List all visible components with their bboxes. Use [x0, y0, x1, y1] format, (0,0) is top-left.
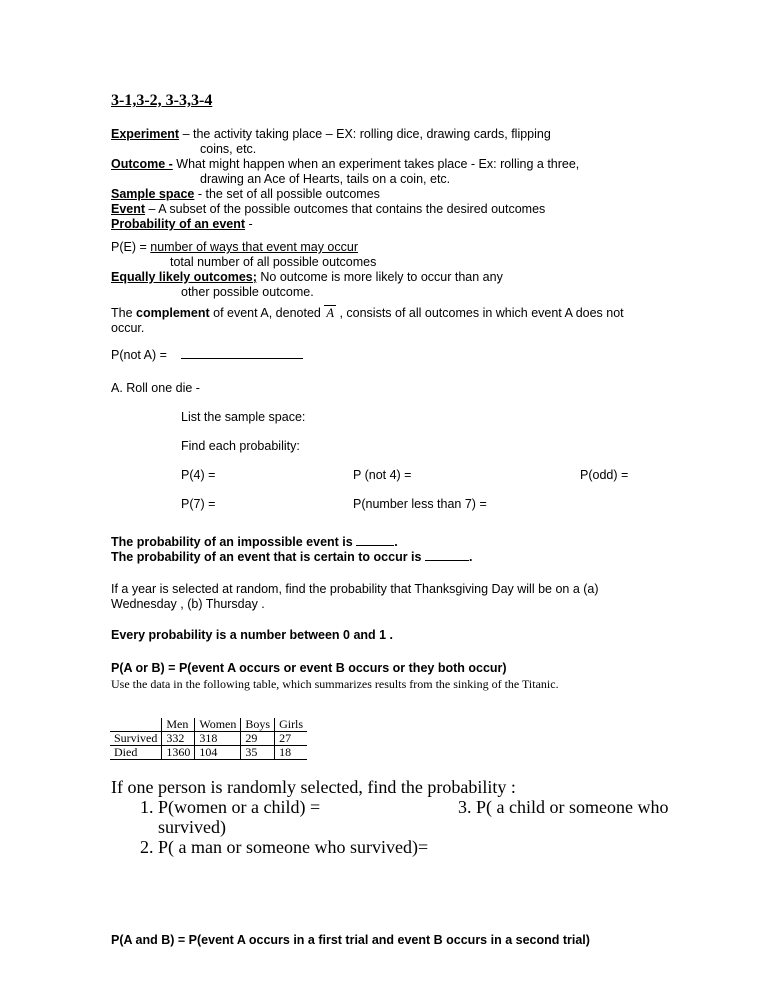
def-experiment-text: – the activity taking place – EX: rolling dice, drawing cards, flipping	[179, 127, 551, 141]
complement-mid: of event A, denoted	[209, 306, 325, 320]
question-1: 1. P(women or a child) =	[140, 797, 321, 817]
def-complement	[111, 306, 624, 321]
p-a-and-b-title: P(A and B) = P(event A occurs in a first trial and event B occurs in a second trial)	[111, 933, 590, 947]
section-a-title: A. Roll one die -	[111, 381, 200, 395]
complement-symbol: A	[326, 306, 334, 320]
term-outcome: Outcome -	[111, 157, 173, 171]
pnota-line	[111, 348, 303, 363]
def-sample-space	[111, 187, 380, 202]
def-probability	[111, 217, 253, 232]
question-2: 2. P( a man or someone who survived)=	[140, 837, 429, 857]
table-header-cell	[110, 718, 162, 732]
table-cell: 318	[195, 732, 241, 746]
pnota-blank	[181, 358, 303, 359]
def-event	[111, 202, 545, 217]
page-title: 3-1,3-2, 3-3,3-4	[111, 92, 213, 109]
formula-prefix: P(E) =	[111, 240, 151, 254]
thanksgiving-line2: Wednesday , (b) Thursday .	[111, 597, 265, 611]
def-equally-likely	[111, 270, 503, 285]
every-probability: Every probability is a number between 0 and 1 .	[111, 628, 394, 642]
table-cell: Survived	[110, 732, 162, 746]
titanic-note: Use the data in the following table, which summarizes results from the sinking of the Titanic.	[111, 677, 559, 691]
p-odd: P(odd) =	[580, 468, 629, 482]
p-seven: P(7) =	[181, 497, 216, 511]
def-event-text: – A subset of the possible outcomes that contains the desired outcomes	[145, 202, 546, 216]
table-header-cell: Girls	[275, 718, 308, 732]
pnota-label: P(not A) =	[111, 348, 167, 362]
titanic-table	[110, 718, 307, 760]
certain-text: The probability of an event that is certain to occur is	[111, 550, 425, 564]
list-sample-space: List the sample space:	[181, 410, 306, 424]
formula-denominator: total number of all possible outcomes	[170, 255, 377, 269]
table-header-cell: Men	[162, 718, 195, 732]
def-sample-text: - the set of all possible outcomes	[194, 187, 380, 201]
def-outcome	[111, 157, 579, 172]
impossible-blank	[356, 545, 394, 546]
complement-pre: The	[111, 306, 137, 320]
p-four: P(4) =	[181, 468, 216, 482]
table-row	[110, 746, 307, 760]
table-cell: 104	[195, 746, 241, 760]
table-row	[110, 732, 307, 746]
term-sample-space: Sample space	[111, 187, 195, 201]
certain-event-line: The probability of an event that is certain to occur is .	[111, 550, 473, 564]
table-cell: 18	[275, 746, 308, 760]
table-cell: 35	[241, 746, 275, 760]
thanksgiving-line1: If a year is selected at random, find the probability that Thanksgiving Day will be on a (a)	[111, 582, 599, 596]
def-experiment	[111, 127, 551, 142]
def-outcome-cont: drawing an Ace of Hearts, tails on a coin, etc.	[200, 172, 451, 186]
questions-intro: If one person is randomly selected, find the probability :	[111, 777, 516, 797]
probability-formula	[111, 240, 358, 255]
def-experiment-cont: coins, etc.	[200, 142, 257, 156]
p-less-than-seven: P(number less than 7) =	[353, 497, 487, 511]
table-header-row	[110, 718, 307, 732]
formula-numerator: number of ways that event may occur	[150, 240, 358, 254]
find-each-probability: Find each probability:	[181, 439, 300, 453]
table-cell: 332	[162, 732, 195, 746]
term-event: Event	[111, 202, 146, 216]
complement-cont: occur.	[111, 321, 145, 335]
table-cell: 1360	[162, 746, 195, 760]
question-3-cont: survived)	[158, 817, 226, 837]
table-cell: 27	[275, 732, 308, 746]
impossible-text: The probability of an impossible event is	[111, 535, 357, 549]
table-header-cell: Women	[195, 718, 241, 732]
term-experiment: Experiment	[111, 127, 180, 141]
complement-post: , consists of all outcomes in which event A does not	[335, 306, 624, 320]
impossible-event-line: The probability of an impossible event is .	[111, 535, 398, 549]
def-probability-text: -	[245, 217, 253, 231]
p-not-four: P (not 4) =	[353, 468, 412, 482]
term-complement: complement	[136, 306, 210, 320]
table-cell: Died	[110, 746, 162, 760]
certain-blank	[425, 560, 469, 561]
table-header-cell: Boys	[241, 718, 275, 732]
def-equally-cont: other possible outcome.	[181, 285, 314, 299]
p-a-or-b-title: P(A or B) = P(event A occurs or event B occurs or they both occur)	[111, 661, 507, 675]
term-equally-likely: Equally likely outcomes;	[111, 270, 257, 284]
term-probability: Probability of an event	[111, 217, 246, 231]
question-3: 3. P( a child or someone who	[458, 797, 669, 817]
def-outcome-text: What might happen when an experiment takes place - Ex: rolling a three,	[172, 157, 580, 171]
def-equally-text: No outcome is more likely to occur than any	[256, 270, 503, 284]
table-cell: 29	[241, 732, 275, 746]
